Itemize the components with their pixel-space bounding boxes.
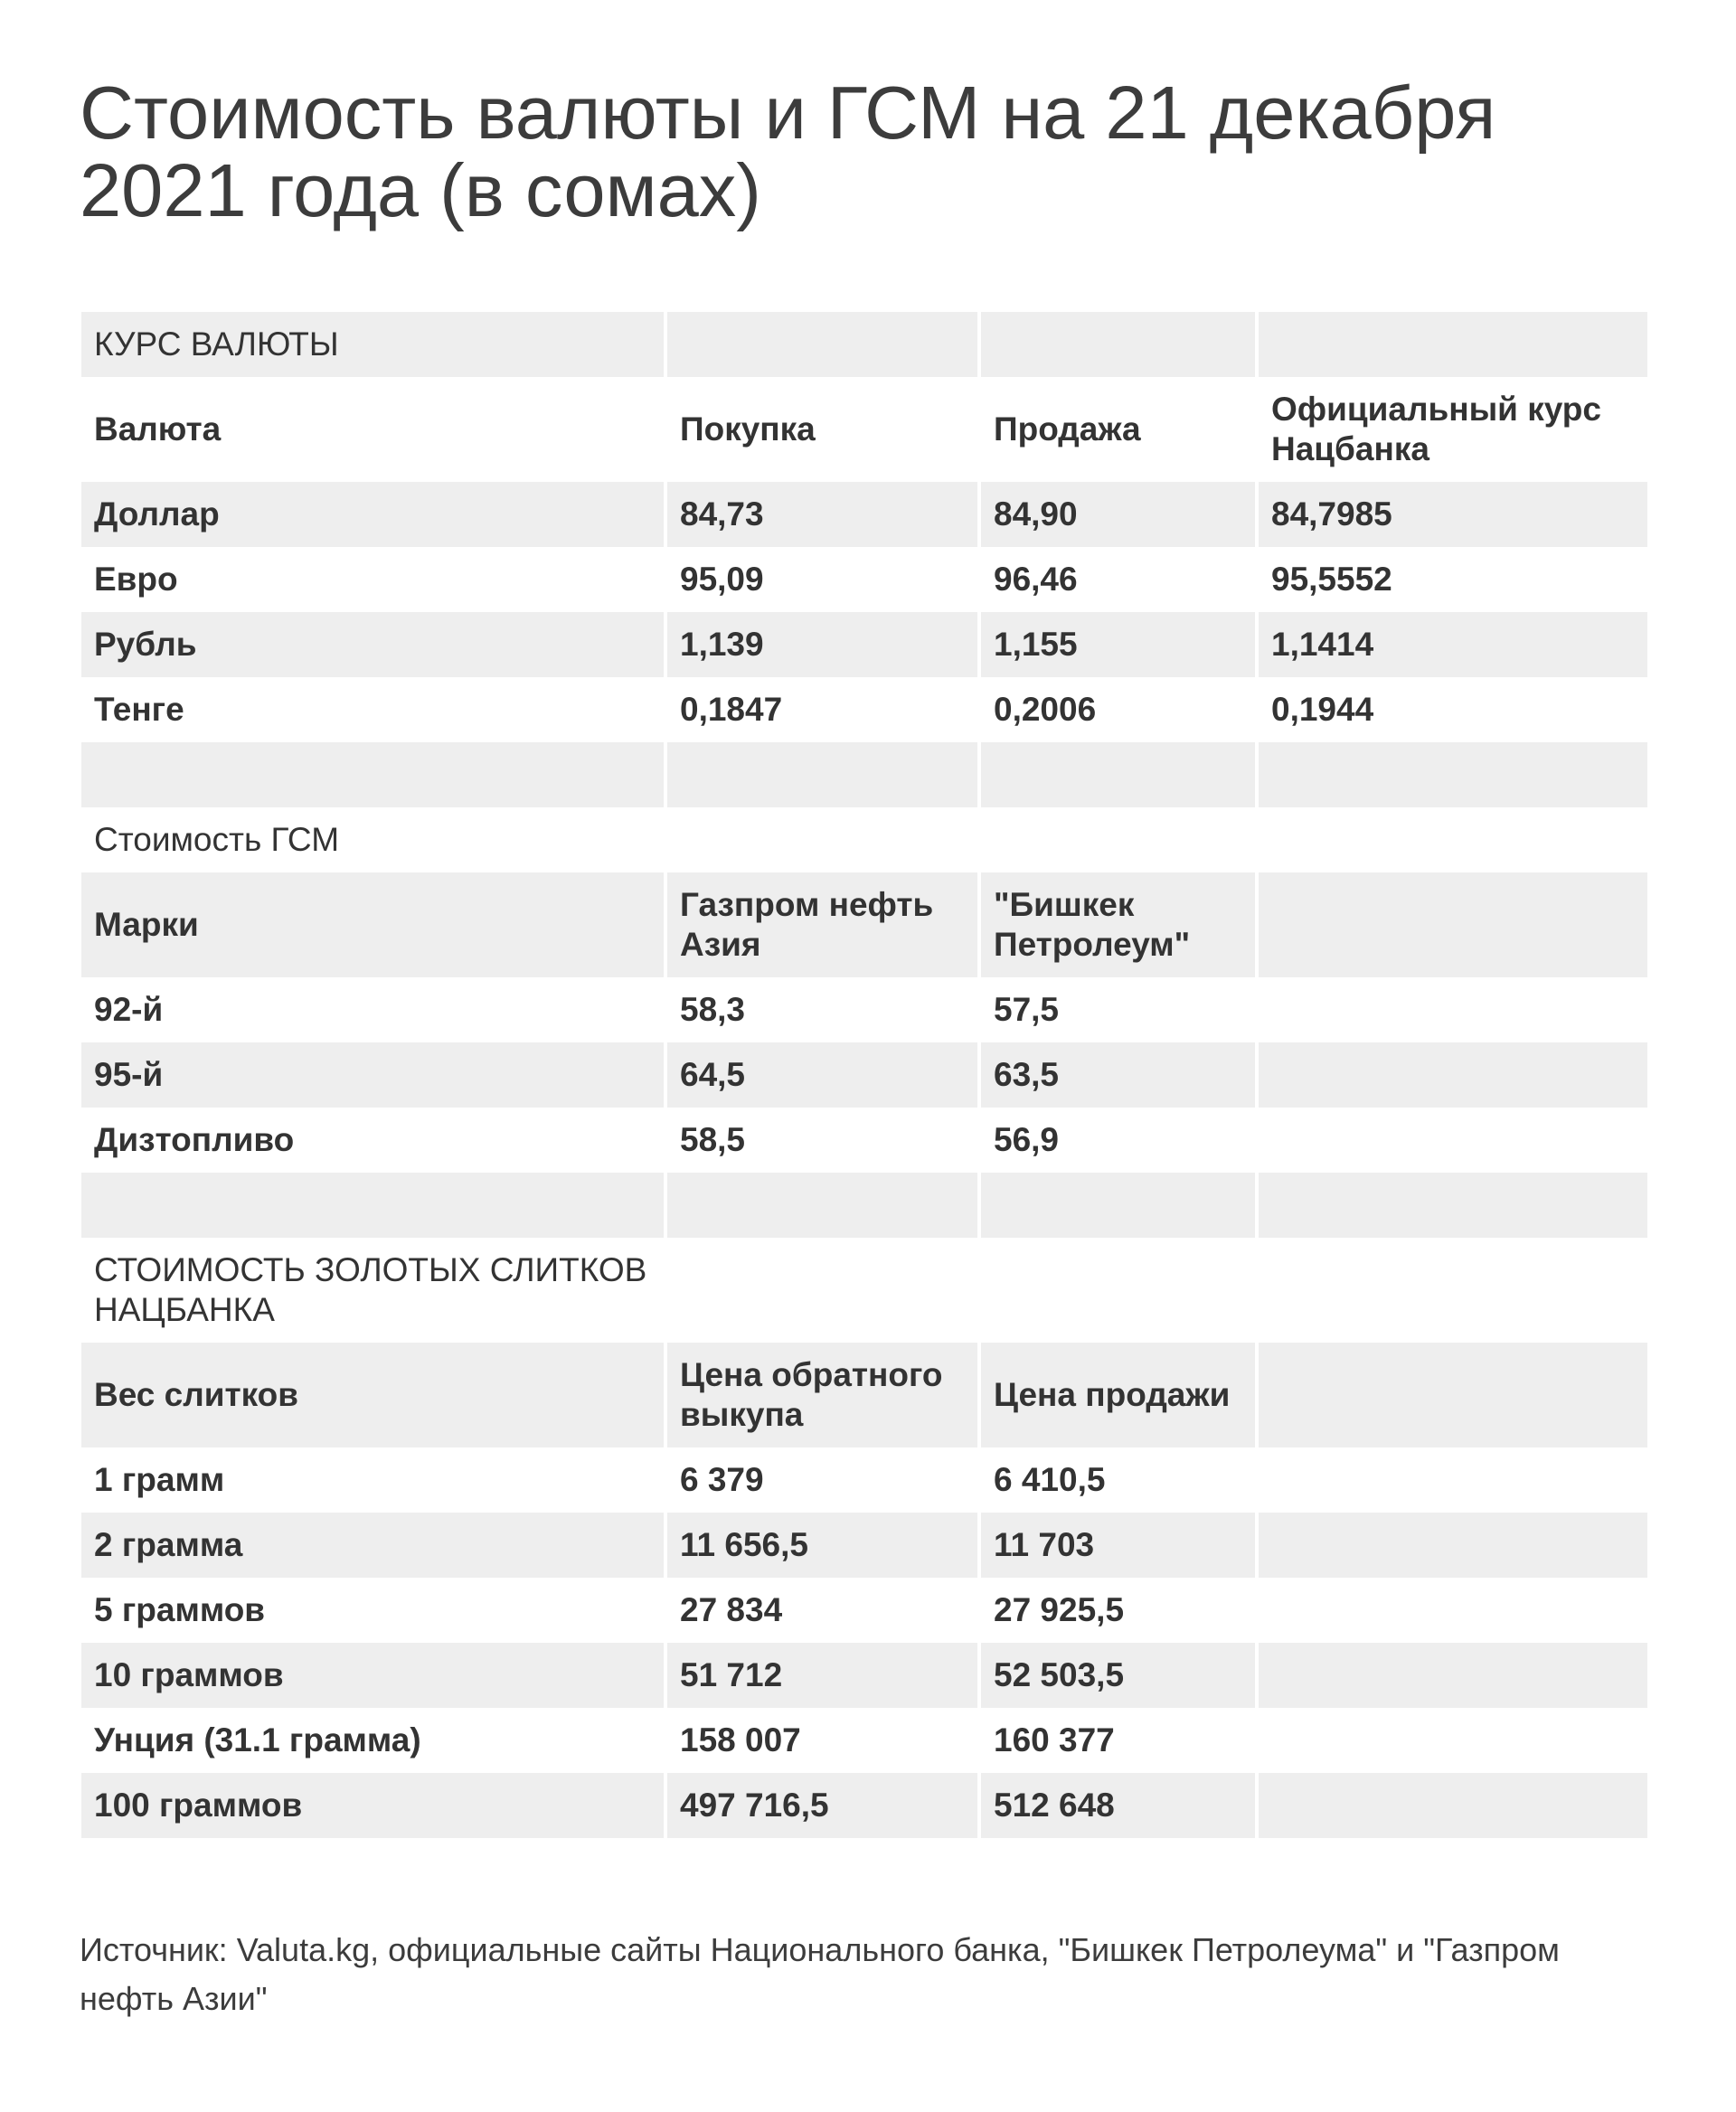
fuel-grade-cell: 92-й (94, 991, 164, 1028)
fuel-section-title: Стоимость ГСМ (94, 821, 340, 858)
currency-header-cell: Продажа (994, 410, 1141, 448)
table-cell: 6 410,5 (994, 1461, 1106, 1498)
table-cell: 58,3 (680, 991, 746, 1028)
fuel-grade-cell: 95-й (81, 1042, 664, 1108)
rates-table (78, 312, 1651, 1838)
table-cell: 11 656,5 (667, 1513, 977, 1578)
table-cell: 64,5 (667, 1042, 977, 1108)
table-row (81, 1447, 1647, 1513)
table-cell: 51 712 (667, 1643, 977, 1708)
table-cell: 57,5 (994, 991, 1060, 1028)
table-row (81, 1042, 1647, 1108)
gold-header-cell: Цена обратного выкупа (667, 1343, 977, 1447)
table-row (81, 1513, 1647, 1578)
fuel-grade-cell: Дизтопливо (94, 1121, 295, 1158)
gold-weight-cell: 100 граммов (81, 1773, 664, 1838)
fuel-header-row (81, 872, 1647, 977)
currency-header-cell: Официальный курс Нацбанка (1271, 391, 1601, 467)
table-cell: 1,1414 (1259, 612, 1647, 677)
table-row (81, 547, 1647, 612)
table-cell: 84,7985 (1259, 482, 1647, 547)
table-cell: 58,5 (680, 1121, 746, 1158)
gold-weight-cell: 10 граммов (81, 1643, 664, 1708)
table-cell: 56,9 (994, 1121, 1060, 1158)
gold-weight-cell: 1 грамм (94, 1461, 225, 1498)
table-cell: 0,2006 (994, 691, 1097, 728)
table-cell: 11 703 (981, 1513, 1255, 1578)
table-cell: 497 716,5 (667, 1773, 977, 1838)
table-row (81, 977, 1647, 1042)
currency-header-row (81, 377, 1647, 482)
table-row (81, 1108, 1647, 1173)
gold-header-row (81, 1343, 1647, 1447)
table-cell: 27 834 (680, 1591, 783, 1628)
currency-name-cell: Тенге (94, 691, 184, 728)
table-cell: 84,90 (981, 482, 1255, 547)
table-cell: 6 379 (680, 1461, 764, 1498)
currency-section-title: КУРС ВАЛЮТЫ (81, 312, 664, 377)
table-row (81, 1578, 1647, 1643)
currency-name-cell: Евро (94, 561, 178, 598)
table-row (81, 1708, 1647, 1773)
fuel-header-cell: Марки (81, 872, 664, 977)
gold-section-title: СТОИМОСТЬ ЗОЛОТЫХ СЛИТКОВ НАЦБАНКА (94, 1251, 647, 1328)
fuel-header-cell: Газпром нефть Азия (667, 872, 977, 977)
gold-weight-cell: 5 граммов (94, 1591, 266, 1628)
table-cell: 160 377 (994, 1721, 1115, 1758)
currency-name-cell: Рубль (81, 612, 664, 677)
table-cell: 0,1847 (680, 691, 783, 728)
currency-header-cell: Валюта (94, 410, 222, 448)
table-cell: 512 648 (981, 1773, 1255, 1838)
fuel-header-cell: "Бишкек Петролеум" (981, 872, 1255, 977)
spacer-row (81, 1173, 1647, 1238)
table-cell: 52 503,5 (981, 1643, 1255, 1708)
table-row (81, 1643, 1647, 1708)
page-title: Стоимость валюты и ГСМ на 21 декабря 2021 года (в сомах) (80, 71, 1496, 232)
table-cell: 1,139 (667, 612, 977, 677)
table-cell: 1,155 (981, 612, 1255, 677)
table-cell: 158 007 (680, 1721, 801, 1758)
table-cell: 95,5552 (1271, 561, 1392, 598)
gold-weight-cell: 2 грамма (81, 1513, 664, 1578)
spacer-row (81, 742, 1647, 807)
table-cell: 27 925,5 (994, 1591, 1125, 1628)
currency-header-cell: Покупка (680, 410, 816, 448)
gold-header-cell: Цена продажи (981, 1343, 1255, 1447)
table-cell: 95,09 (680, 561, 764, 598)
currency-section-row (81, 312, 1647, 377)
source-note: Источник: Valuta.kg, официальные сайты Национального банка, "Бишкек Петролеума" и "Газпром нефть Азии" (80, 1931, 1560, 2017)
currency-name-cell: Доллар (81, 482, 664, 547)
table-cell: 63,5 (981, 1042, 1255, 1108)
table-cell: 0,1944 (1271, 691, 1374, 728)
table-cell: 84,73 (667, 482, 977, 547)
gold-section-row (81, 1238, 1647, 1343)
gold-header-cell: Вес слитков (81, 1343, 664, 1447)
table-row (81, 482, 1647, 547)
table-row (81, 612, 1647, 677)
table-row (81, 1773, 1647, 1838)
gold-weight-cell: Унция (31.1 грамма) (94, 1721, 421, 1758)
table-cell: 96,46 (994, 561, 1078, 598)
table-row (81, 677, 1647, 742)
fuel-section-row (81, 807, 1647, 872)
